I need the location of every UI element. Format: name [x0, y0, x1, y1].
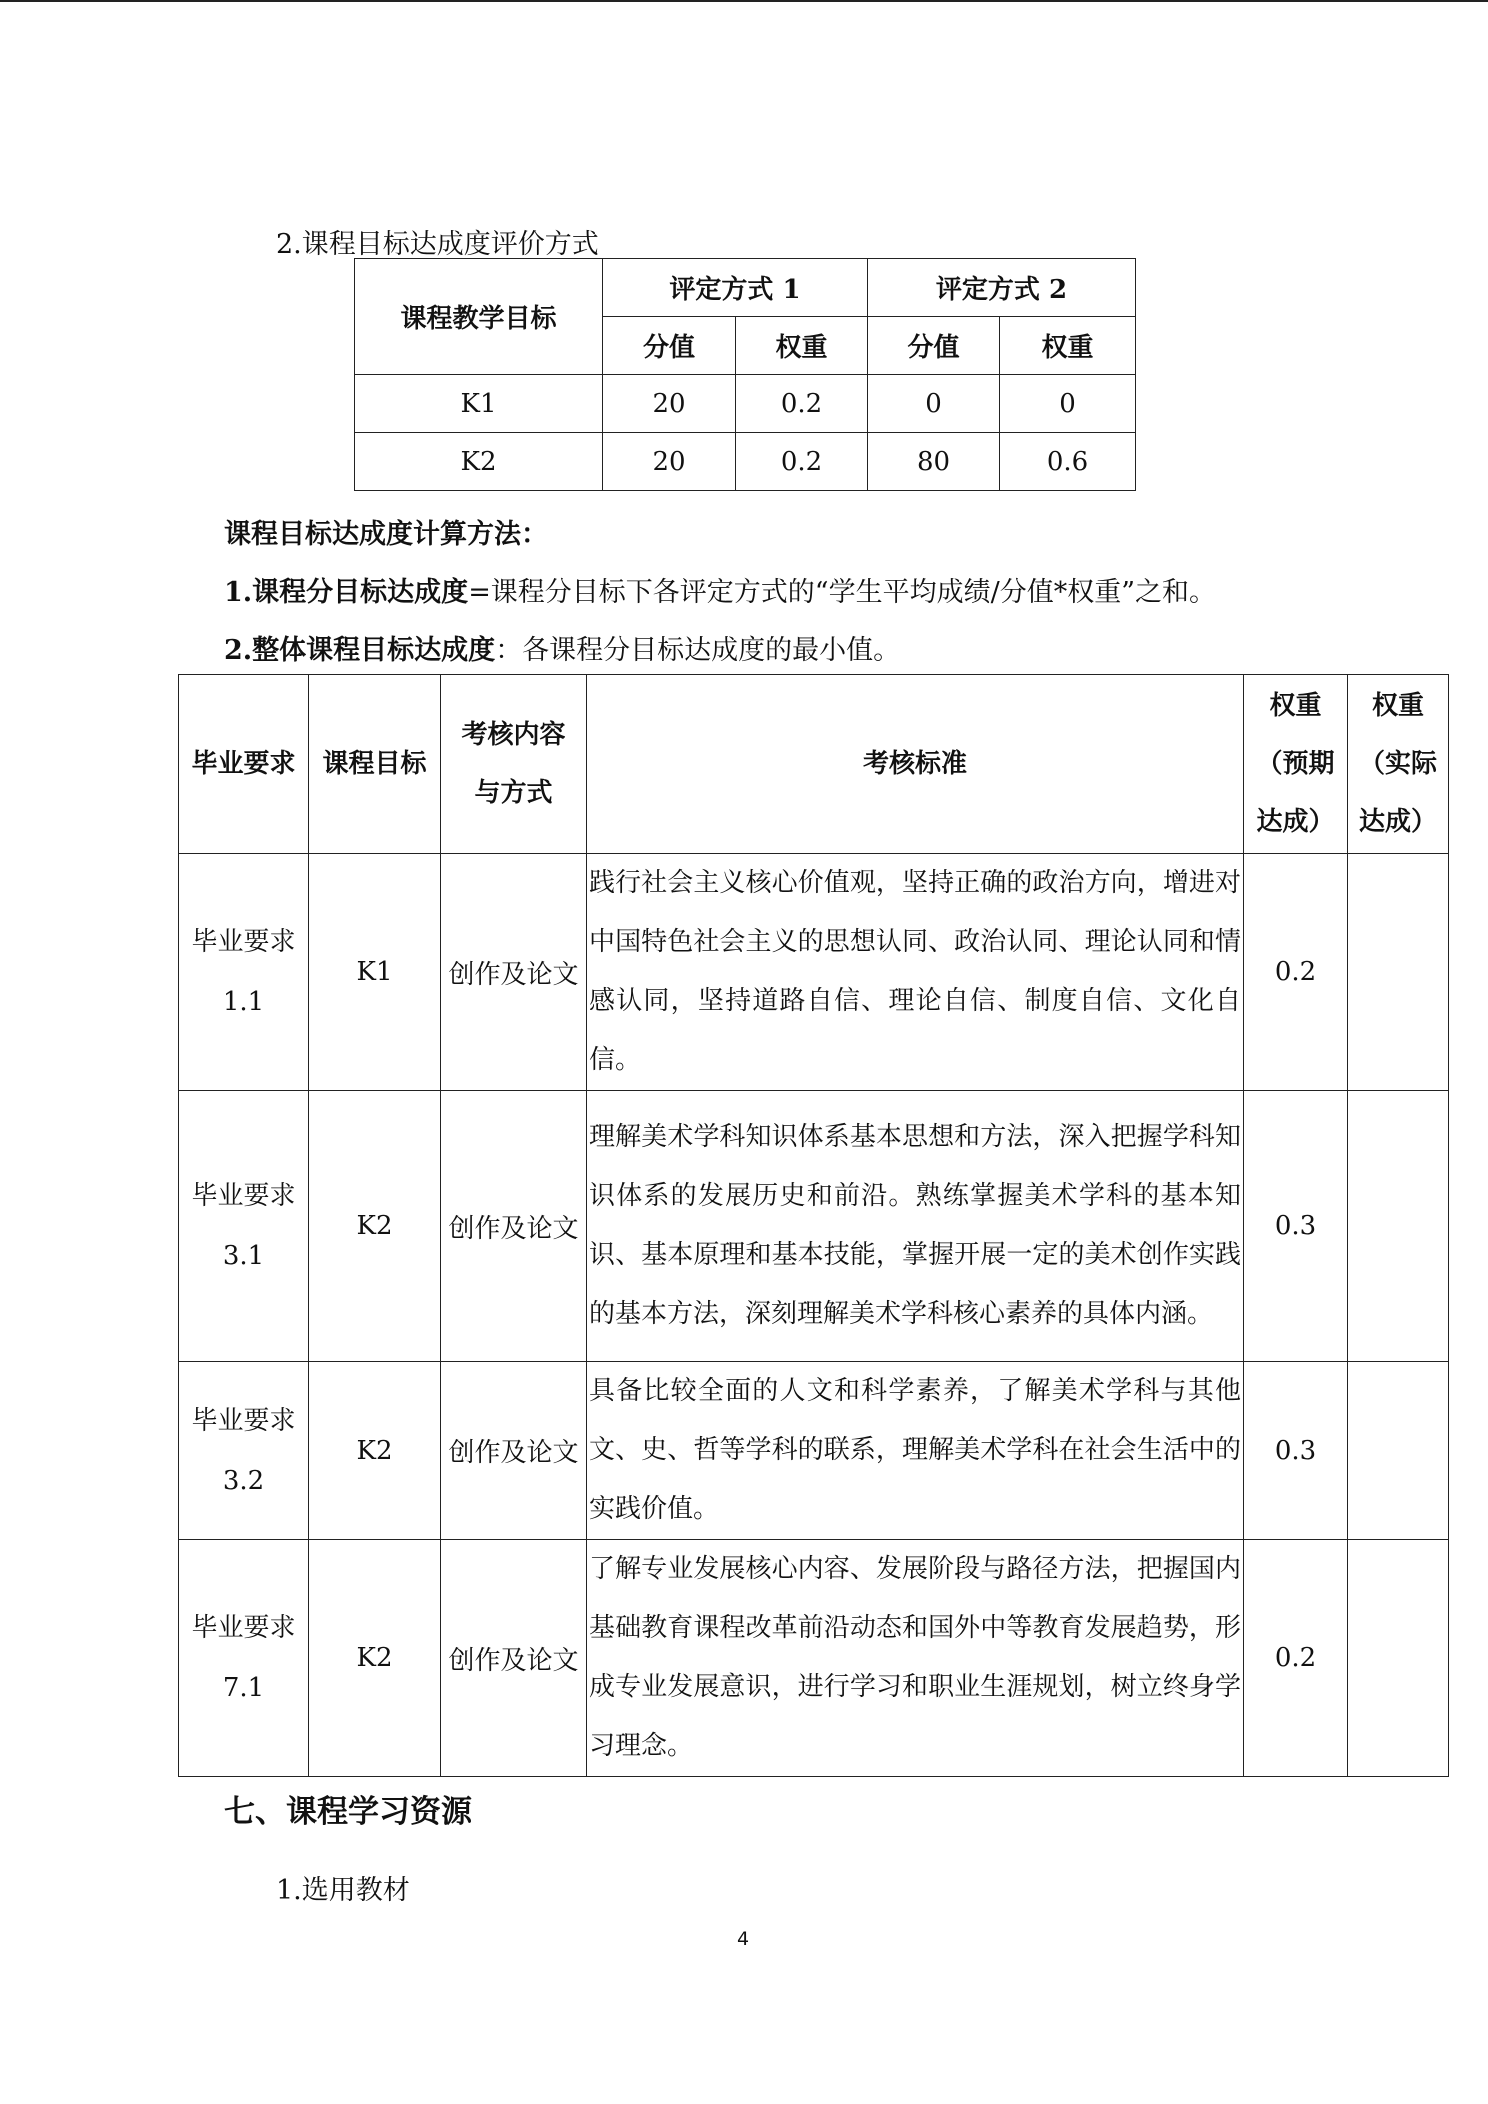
- table-row: [179, 854, 1449, 1091]
- m2-weight-cell: 0.6: [1000, 433, 1136, 491]
- req-cell: [179, 854, 309, 1091]
- header-weight-actual: [1348, 675, 1449, 854]
- req-line2: 1.1: [222, 987, 265, 1017]
- goal-cell: K1: [355, 375, 603, 433]
- table-row: [355, 375, 1136, 433]
- calc-item2: [224, 628, 900, 667]
- goal-cell: K2: [355, 433, 603, 491]
- standard-cell: 了解专业发展核心内容、发展阶段与路径方法，把握国内基础教育课程改革前沿动态和国外中等教育发展趋势，形成专业发展意识，进行学习和职业生涯规划，树立终身学习理念。: [587, 1540, 1244, 1777]
- req-cell: [179, 1362, 309, 1540]
- table-row: [355, 433, 1136, 491]
- section7-item1: 1.选用教材: [276, 1875, 410, 1906]
- goal-cell: K2: [309, 1540, 441, 1777]
- header-wact-line3: 达成）: [1358, 807, 1437, 837]
- m1-score-header: 分值: [603, 317, 736, 375]
- weight-expected-cell: 0.2: [1244, 854, 1348, 1091]
- table-row: [179, 1091, 1449, 1362]
- calc-item1-label: 1.课程分目标达成度: [224, 577, 469, 608]
- section7-title: 七、课程学习资源: [224, 1794, 472, 1830]
- content-cell: 创作及论文: [441, 854, 587, 1091]
- m2-score-cell: 80: [868, 433, 1000, 491]
- m2-weight-header: 权重: [1000, 317, 1136, 375]
- weight-actual-cell: [1348, 1540, 1449, 1777]
- table-row: [179, 1362, 1449, 1540]
- m1-weight-header: 权重: [736, 317, 868, 375]
- calc-item2-text: ：各课程分目标达成度的最小值。: [495, 635, 901, 666]
- header-goal: 课程目标: [309, 675, 441, 854]
- header-wact-line2: （实际: [1358, 749, 1437, 779]
- header-standard: 考核标准: [587, 675, 1244, 854]
- content-cell: 创作及论文: [441, 1362, 587, 1540]
- calc-item2-label: 2.整体课程目标达成度: [224, 635, 496, 666]
- weight-expected-cell: 0.3: [1244, 1091, 1348, 1362]
- req-line2: 3.2: [222, 1465, 265, 1496]
- weight-actual-cell: [1348, 1091, 1449, 1362]
- table-row: [179, 1540, 1449, 1777]
- req-line2: 7.1: [222, 1673, 265, 1703]
- weight-actual-cell: [1348, 854, 1449, 1091]
- method1-header: 评定方式 1: [603, 259, 868, 317]
- goal-cell: K1: [309, 854, 441, 1091]
- calc-item1-text: =课程分目标下各评定方式的“学生平均成绩/分值*权重”之和。: [468, 577, 1217, 608]
- m2-score-cell: 0: [868, 375, 1000, 433]
- standard-cell: 理解美术学科知识体系基本思想和方法，深入把握学科知识体系的发展历史和前沿。熟练掌握美术学科的基本知识、基本原理和基本技能，掌握开展一定的美术创作实践的基本方法，深刻理解美术学科核心素养的具体内涵。: [587, 1091, 1244, 1362]
- eval-method-table: [354, 258, 1136, 491]
- header-weight-expected: [1244, 675, 1348, 854]
- page-number: 4: [737, 1928, 750, 1950]
- assessment-table: [178, 674, 1449, 1777]
- content-cell: 创作及论文: [441, 1540, 587, 1777]
- standard-cell: 践行社会主义核心价值观，坚持正确的政治方向，增进对中国特色社会主义的思想认同、政治认同、理论认同和情感认同，坚持道路自信、理论自信、制度自信、文化自信。: [587, 854, 1244, 1091]
- standard-cell: 具备比较全面的人文和科学素养，了解美术学科与其他文、史、哲等学科的联系，理解美术学科在社会生活中的实践价值。: [587, 1362, 1244, 1540]
- m2-weight-cell: 0: [1000, 375, 1136, 433]
- req-cell: [179, 1540, 309, 1777]
- page-top-border: [0, 0, 1488, 2]
- header-content-line2: 与方式: [474, 778, 553, 808]
- m2-score-header: 分值: [868, 317, 1000, 375]
- weight-expected-cell: 0.2: [1244, 1540, 1348, 1777]
- goal-cell: K2: [309, 1362, 441, 1540]
- weight-expected-cell: 0.3: [1244, 1362, 1348, 1540]
- weight-actual-cell: [1348, 1362, 1449, 1540]
- content-cell: 创作及论文: [441, 1091, 587, 1362]
- goal-cell: K2: [309, 1091, 441, 1362]
- method2-header: 评定方式 2: [868, 259, 1136, 317]
- m1-weight-cell: 0.2: [736, 375, 868, 433]
- req-cell: [179, 1091, 309, 1362]
- calc-item1: [224, 570, 1216, 609]
- req-line1: 毕业要求: [191, 1405, 296, 1436]
- req-line1: 毕业要求: [191, 1613, 296, 1643]
- calc-title: 课程目标达成度计算方法：: [224, 519, 548, 550]
- header-wact-line1: 权重: [1371, 691, 1424, 721]
- header-wexp-line3: 达成）: [1256, 807, 1335, 837]
- header-content-line1: 考核内容: [461, 720, 566, 750]
- req-line1: 毕业要求: [191, 1181, 296, 1211]
- eval-method-heading: 2.课程目标达成度评价方式: [276, 229, 599, 260]
- m1-score-cell: 20: [603, 433, 736, 491]
- col-goal-header: 课程教学目标: [355, 259, 603, 375]
- header-wexp-line2: （预期: [1256, 749, 1335, 779]
- header-req: 毕业要求: [179, 675, 309, 854]
- req-line2: 3.1: [222, 1241, 265, 1271]
- req-line1: 毕业要求: [191, 927, 296, 957]
- m1-score-cell: 20: [603, 375, 736, 433]
- header-wexp-line1: 权重: [1269, 691, 1322, 721]
- m1-weight-cell: 0.2: [736, 433, 868, 491]
- header-content: [441, 675, 587, 854]
